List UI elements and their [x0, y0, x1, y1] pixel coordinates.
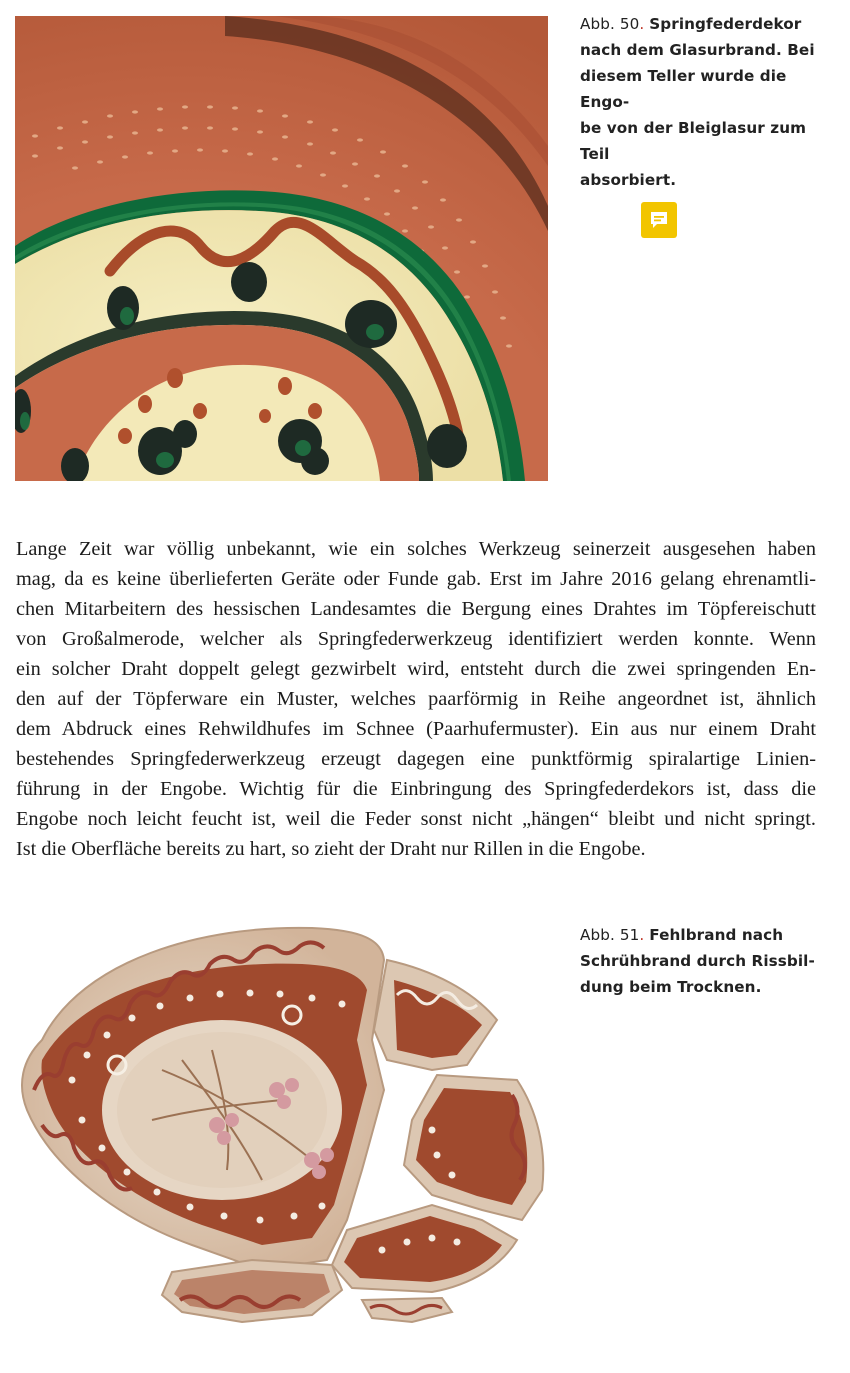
figure-50-label: Abb. 50	[580, 15, 640, 33]
body-line: dem Abdruck eines Rehwildhufes im Schnee (Paarhufermuster). Ein aus nur einem Draht	[16, 718, 816, 740]
figure-50-caption-line-4: be von der Bleiglasur zum Teil	[580, 119, 807, 163]
figure-51-caption-line-3: dung beim Trocknen.	[580, 978, 762, 996]
figure-51-caption-line-1: Fehlbrand nach	[649, 926, 784, 944]
body-line: ein solcher Draht doppelt gelegt gezwirbelt wird, entsteht durch die zwei springenden En-	[16, 658, 816, 680]
figure-50-caption	[580, 11, 830, 193]
body-line: chen Mitarbeitern des hessischen Landesamtes die Bergung eines Drahtes im Töpfereischutt	[16, 598, 816, 620]
broken-ceramic-plate-photo	[12, 920, 552, 1340]
body-line: bestehendes Springfederwerkzeug erzeugt dagegen eine punktförmig spiralartige Linien-	[16, 748, 816, 770]
figure-51-label: Abb. 51	[580, 926, 640, 944]
figure-51-image	[12, 920, 552, 1340]
figure-51-caption	[580, 922, 830, 1000]
body-line: Lange Zeit war völlig unbekannt, wie ein solches Werkzeug seinerzeit ausgesehen haben	[16, 538, 816, 560]
figure-50-caption-line-3: diesem Teller wurde die Engo-	[580, 67, 787, 111]
figure-50-image	[15, 16, 548, 481]
figure-51-caption-line-2: Schrühbrand durch Rissbil-	[580, 952, 815, 970]
body-line: von Großalmerode, welcher als Springfederwerkzeug identifiziert werden konnte. Wenn	[16, 628, 816, 650]
body-line: den auf der Töpferware ein Muster, welches paarförmig in Reihe angeordnet ist, ähnlich	[16, 688, 816, 710]
ceramic-plate-closeup-photo	[15, 16, 548, 481]
figure-50-caption-text	[580, 15, 815, 189]
figure-50-caption-line-1: Springfederdekor	[649, 15, 802, 33]
figure-50-caption-line-5: absorbiert.	[580, 171, 677, 189]
speech-bubble-icon	[648, 209, 670, 231]
figure-50-caption-line-2: nach dem Glasurbrand. Bei	[580, 41, 815, 59]
comment-icon[interactable]	[641, 202, 677, 238]
figure-51-dot: .	[639, 926, 645, 944]
body-line: führung in der Engobe. Wichtig für die Einbringung des Springfederdekors ist, dass die	[16, 778, 816, 800]
body-line: Ist die Oberfläche bereits zu hart, so zieht der Draht nur Rillen in die Engobe.	[16, 838, 646, 860]
body-line: Engobe noch leicht feucht ist, weil die Feder sonst nicht „hängen“ bleibt und nicht springt.	[16, 808, 816, 830]
figure-50-dot: .	[639, 15, 645, 33]
body-paragraph	[16, 534, 816, 864]
body-line: mag, da es keine überlieferten Geräte oder Funde gab. Erst im Jahre 2016 gelang ehrenamtli-	[16, 568, 816, 590]
